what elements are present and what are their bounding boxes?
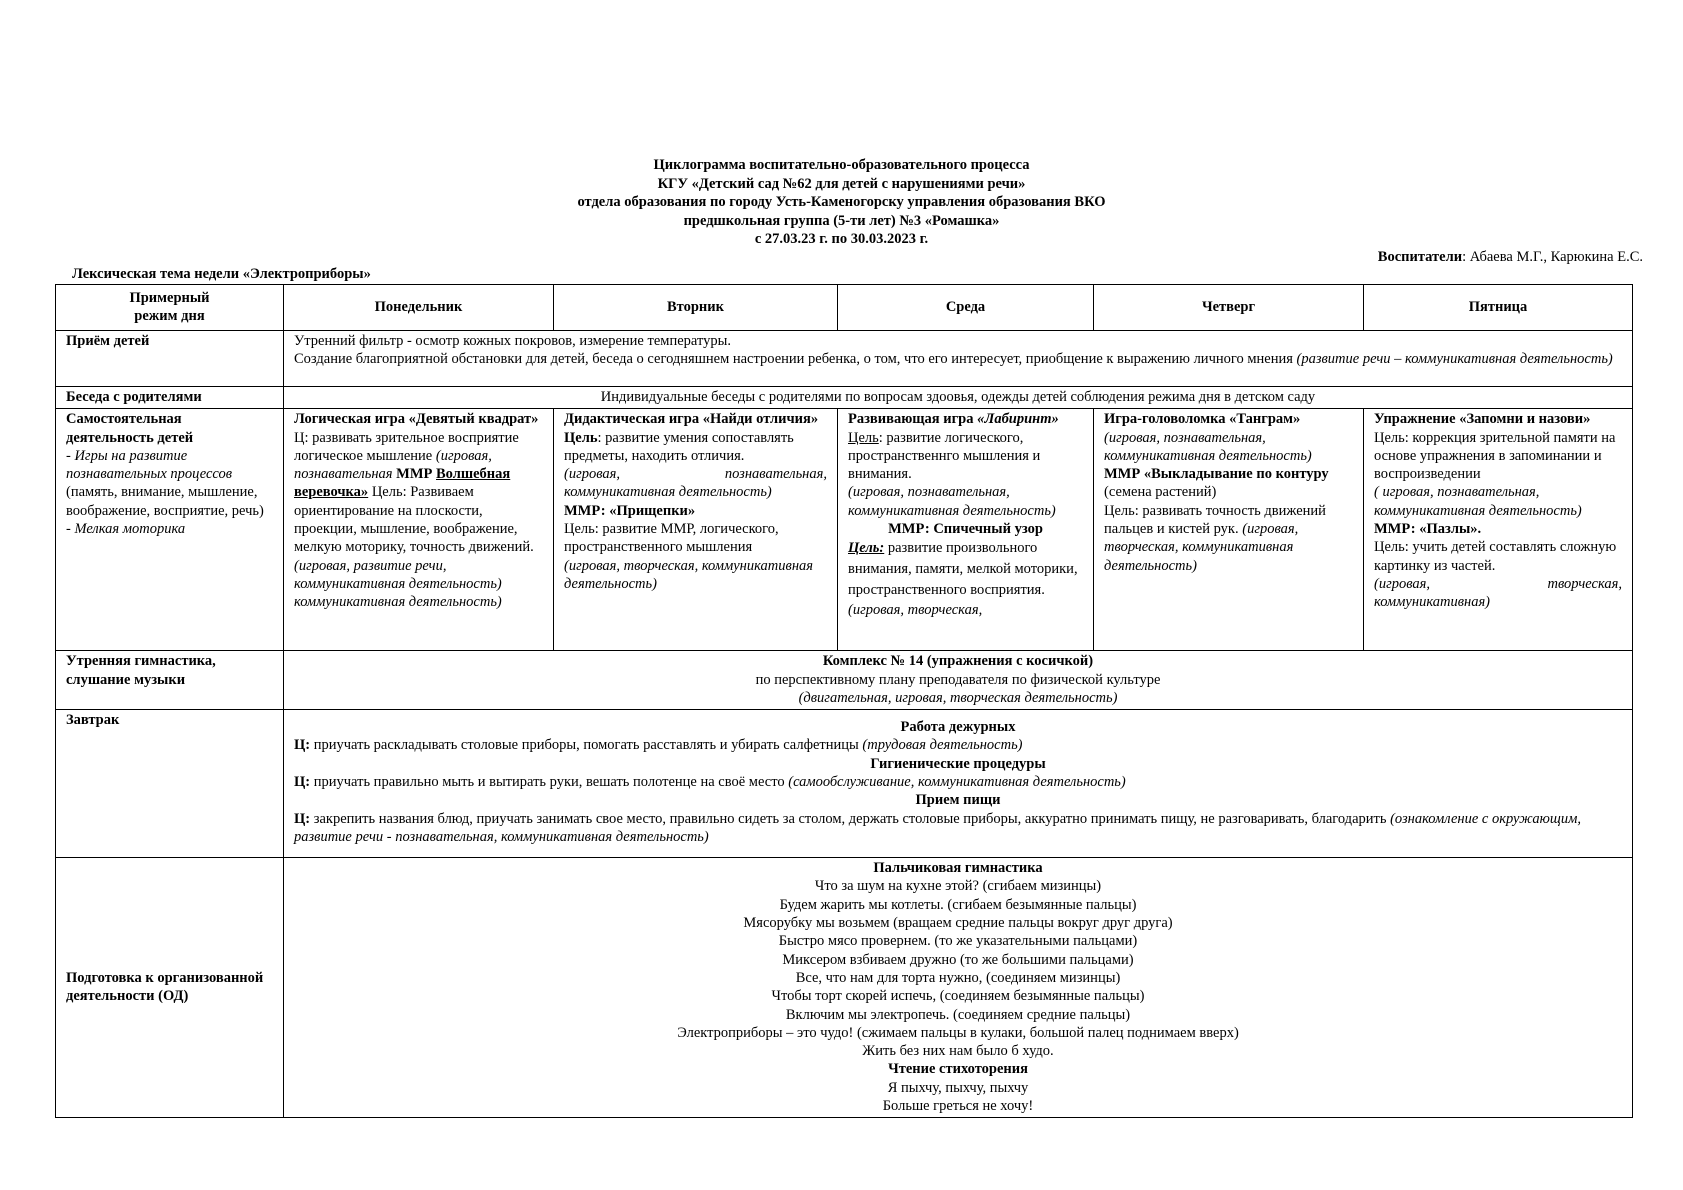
day-header-wednesday: Среда <box>838 285 1094 331</box>
table-row-od <box>56 858 1633 1118</box>
od-finger-heading: Пальчиковая гимнастика <box>873 860 1043 877</box>
table-header-row <box>56 285 1633 331</box>
mon-text4: (игровая, развитие речи, коммуникативная деятельность) <box>294 557 502 592</box>
day-header-monday: Понедельник <box>284 285 554 331</box>
independent-label-motor: - Мелкая моторика <box>66 521 186 538</box>
od-line: Быстро мясо провернем. (то же указательными пальцами) <box>778 933 1138 950</box>
gym-line3: (двигательная, игровая, творческая деятельность) <box>798 689 1118 706</box>
breakfast-meal-heading: Прием пищи <box>915 792 1001 809</box>
tue-text3: Цель: развитие ММР, логического, пространственного мышления <box>564 521 779 556</box>
regime-header-line2: режим дня <box>134 308 205 324</box>
independent-label-title: Самостоятельная деятельность детей <box>66 411 194 446</box>
table-row-reception <box>56 331 1633 387</box>
od-line: Включим мы электропечь. (соединяем средние пальцы) <box>785 1006 1131 1023</box>
thu-title: Игра-головоломка «Танграм» <box>1104 411 1301 428</box>
fri-text4: (игровая, творческая, коммуникативная) <box>1374 575 1622 611</box>
od-line: Мясорубку мы возьмем (вращаем средние пальцы вокруг друг друга) <box>743 915 1173 932</box>
reception-line2: Создание благоприятной обстановки для детей, беседа о сегодняшнем настроении ребенка, о том, что его интересует, приобщение к выражению личного мнения <box>294 351 1297 368</box>
mon-title: Логическая игра «Девятый квадрат» <box>294 411 539 428</box>
table-row-parents <box>56 387 1633 409</box>
schedule-table <box>55 284 1633 1118</box>
educators-names: : Абаева М.Г., Карюкина Е.С. <box>1462 249 1643 265</box>
day-header-friday: Пятница <box>1364 285 1633 331</box>
mon-text2: (игровая, познавательная <box>294 447 492 483</box>
od-poem-line: Я пыхчу, пыхчу, пыхчу <box>887 1079 1029 1096</box>
thu-text4: (игровая, творческая, коммуникативная деятельность) <box>1104 521 1299 574</box>
wed-goal-label: Цель <box>848 429 879 446</box>
breakfast-duty-text: приучать раскладывать столовые приборы, помогать расставлять и убирать салфетницы <box>310 737 863 754</box>
breakfast-hygiene-heading: Гигиенические процедуры <box>870 755 1046 772</box>
independent-label-games: - Игры на развитие познавательных процессов <box>66 447 233 483</box>
wed-goal2: Цель: <box>848 540 885 557</box>
fri-text2: ( игровая, познавательная, коммуникативная деятельность) <box>1374 484 1582 519</box>
mon-text1: Ц: развивать зрительное восприятие логическое мышление <box>294 429 519 464</box>
educators-label: Воспитатели <box>1377 249 1463 265</box>
breakfast-hygiene-c-label: Ц: <box>294 774 311 791</box>
reception-line1: Утренний фильтр - осмотр кожных покровов, измерение температуры. <box>294 333 731 349</box>
gym-content <box>284 651 1633 710</box>
wed-text2: (игровая, познавательная, коммуникативная деятельность) <box>848 484 1056 519</box>
wed-text4: (игровая, творческая, <box>848 602 983 619</box>
educators <box>1378 249 1643 266</box>
mon-mmr: ММР <box>396 466 433 483</box>
independent-thursday <box>1094 409 1364 651</box>
wed-text3: развитие произвольного внимания, памяти, мелкой моторики, пространственного восприятия. <box>848 540 1078 599</box>
header-line-2: КГУ «Детский сад №62 для детей с нарушениями речи» <box>657 175 1026 192</box>
thu-text1: (игровая, познавательная, коммуникативная деятельность) <box>1104 429 1312 464</box>
table-row-independent <box>56 409 1633 651</box>
tue-text1: : развитие умения сопоставлять предметы, находить отличия. <box>564 429 794 464</box>
row-label-independent <box>56 409 284 651</box>
od-line: Будем жарить мы котлеты. (сгибаем безымянные пальцы) <box>779 896 1137 913</box>
tue-text2: (игровая, познавательная, коммуникативная деятельность) <box>564 466 827 501</box>
thu-text3: Цель: развивать точность движений пальцев и кистей рук. <box>1104 502 1326 538</box>
tue-mmr: ММР: «Прищепки» <box>564 502 696 519</box>
od-poem-line: Больше греться не хочу! <box>882 1098 1034 1115</box>
header-line-3: отдела образования по городу Усть-Каменогорску управления образования ВКО <box>577 194 1106 210</box>
fri-text3: Цель: учить детей составлять сложную картинку из частей. <box>1374 539 1617 574</box>
row-label-parents: Беседа с родителями <box>56 387 284 409</box>
thu-text2: (семена растений) <box>1104 484 1217 501</box>
mon-text3: Цель: Развиваем ориентирование на плоскости, проекции, мышление, воображение, мелкую моторику, точность движений. <box>294 484 534 556</box>
regime-header <box>56 285 284 331</box>
header-line-5: с 27.03.23 г. по 30.03.2023 г. <box>754 231 929 247</box>
wed-title: Развивающая игра <box>848 411 978 428</box>
breakfast-content <box>284 710 1633 858</box>
wed-text1: : развитие логического, пространственнго мышления и внимания. <box>848 429 1041 483</box>
breakfast-duty-italic: (трудовая деятельность) <box>862 737 1023 754</box>
od-line: Электроприборы – это чудо! (сжимаем пальцы в кулаки, большой палец поднимаем вверх) <box>677 1024 1239 1041</box>
independent-monday <box>284 409 554 651</box>
od-line: Миксером взбиваем дружно (то же большими пальцами) <box>782 951 1134 968</box>
wed-mmr: ММР: Спичечный узор <box>888 521 1043 538</box>
breakfast-hygiene-text: приучать правильно мыть и вытирать руки, вешать полотенце на своё место <box>310 774 789 791</box>
od-line: Чтобы торт скорей испечь, (соединяем безымянные пальцы) <box>771 988 1145 1005</box>
regime-header-line1: Примерный <box>129 289 210 306</box>
od-line: Жить без них нам было б худо. <box>862 1043 1054 1060</box>
independent-label-processes: (память, внимание, мышление, воображение, восприятие, речь) <box>66 484 264 519</box>
od-content <box>284 858 1633 1118</box>
fri-mmr: ММР: «Пазлы». <box>1374 521 1482 538</box>
breakfast-hygiene-italic: (самообслуживание, коммуникативная деятельность) <box>788 774 1126 791</box>
table-row-breakfast <box>56 710 1633 858</box>
independent-tuesday <box>554 409 838 651</box>
row-label-breakfast: Завтрак <box>56 710 284 858</box>
header-line-1: Циклограмма воспитательно-образовательного процесса <box>653 157 1030 173</box>
wed-title-italic: «Лабиринт» <box>977 411 1059 428</box>
breakfast-meal-c-label: Ц: <box>294 810 311 827</box>
week-theme: Лексическая тема недели «Электроприборы» <box>72 266 371 282</box>
tue-title: Дидактическая игра «Найди отличия» <box>564 411 819 428</box>
breakfast-duty-c-label: Ц: <box>294 737 311 754</box>
day-header-thursday: Четверг <box>1094 285 1364 331</box>
row-label-od: Подготовка к организованной деятельности (ОД) <box>56 858 284 1118</box>
gym-line2: по перспективному плану преподавателя по физической культуре <box>755 671 1161 688</box>
document-header <box>0 156 1683 249</box>
od-poem-heading: Чтение стихоторения <box>888 1061 1028 1078</box>
parents-content: Индивидуальные беседы с родителями по вопросам здоовья, одежды детей соблюдения режима дня в детском саду <box>284 387 1633 409</box>
breakfast-duty-heading: Работа дежурных <box>900 719 1016 736</box>
fri-title: Упражнение «Запомни и назови» <box>1374 411 1591 428</box>
independent-friday <box>1364 409 1633 651</box>
mon-text5: коммуникативная деятельность) <box>294 594 502 611</box>
day-header-tuesday: Вторник <box>554 285 838 331</box>
reception-line2-italic: (развитие речи – коммуникативная деятельность) <box>1296 351 1613 368</box>
independent-wednesday <box>838 409 1094 651</box>
tue-text4: (игровая, творческая, коммуникативная деятельность) <box>564 557 813 592</box>
row-label-reception: Приём детей <box>56 331 284 387</box>
mon-mmr-title: Волшебная веревочка» <box>294 466 511 501</box>
od-line: Все, что нам для торта нужно, (соединяем мизинцы) <box>795 969 1121 986</box>
reception-content <box>284 331 1633 387</box>
od-line: Что за шум на кухне этой? (сгибаем мизинцы) <box>814 878 1102 895</box>
tue-goal-label: Цель <box>564 429 598 446</box>
header-line-4: предшкольная группа (5-ти лет) №3 «Ромашка» <box>683 212 1000 229</box>
fri-text1: Цель: коррекция зрительной памяти на основе упражнения в запоминании и воспроизведении <box>1374 429 1616 483</box>
row-label-gym: Утренняя гимнастика, слушание музыки <box>56 651 284 710</box>
table-row-gym <box>56 651 1633 710</box>
breakfast-meal-italic: (ознакомление с окружающим, развитие речи - познавательная, коммуникативная деятельность) <box>294 810 1581 845</box>
thu-mmr: ММР «Выкладывание по контуру <box>1104 466 1329 483</box>
gym-title: Комплекс № 14 (упражнения с косичкой) <box>822 653 1094 670</box>
breakfast-meal-text: закрепить названия блюд, приучать занимать свое место, правильно сидеть за столом, держать столовые приборы, аккуратно принимать пищу, не разговаривать, благодарить <box>310 810 1391 827</box>
